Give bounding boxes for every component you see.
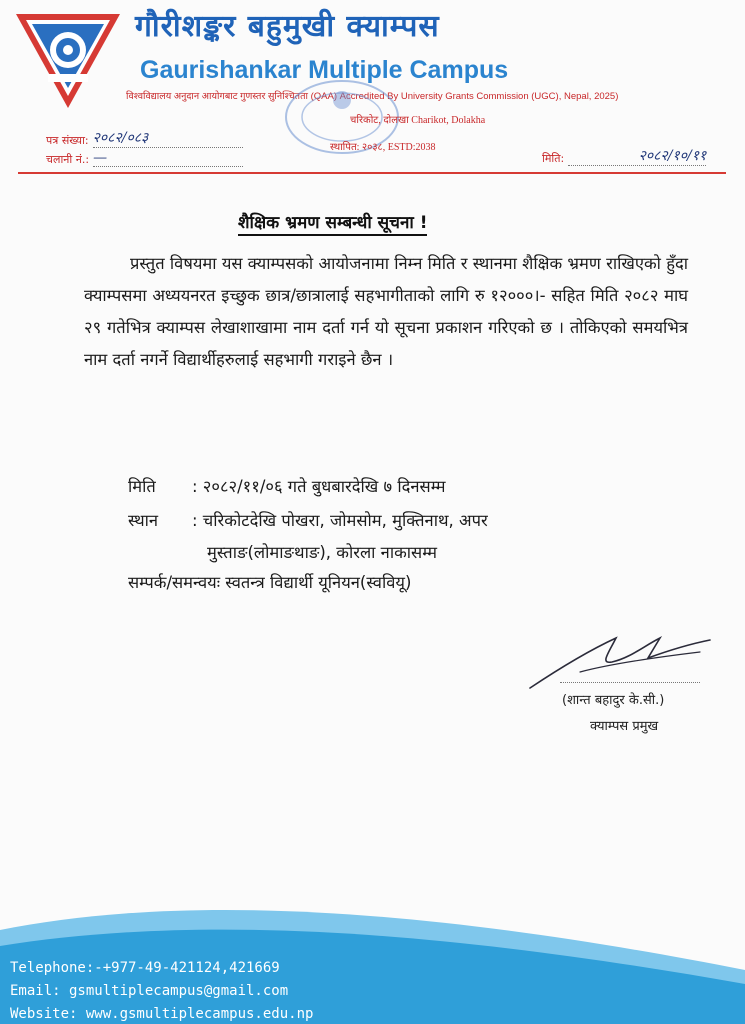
signature-line <box>560 682 700 683</box>
footer-email: Email: gsmultiplecampus@gmail.com <box>10 983 289 999</box>
trip-date <box>128 474 446 497</box>
signatory-name: (शान्त बहादुर के.सी.) <box>562 693 665 708</box>
notice-body <box>84 248 688 376</box>
notice-body-text: प्रस्तुत विषयमा यस क्याम्पसको आयोजनामा निम्न मिति र स्थानमा शैक्षिक भ्रमण राखिएको हुँदा क्याम्पसमा अध्ययनरत इच्छुक छात्र/छात्रालाई सहभागीताको लागि रु १२०००।- सहित मिति २०८२ माघ २९ गतेभित्र क्याम्पस लेखाशाखामा नाम दर्ता गर्न यो सूचना प्रकाशन गरिएको छ । तोकिएको समयभित्र नाम दर्ता नगर्ने विद्यार्थीहरुलाई सहभागी गराइने छैन । <box>84 254 688 369</box>
dispatch-label: चलानी नं.: <box>46 153 90 166</box>
address-english: Charikot, Dolakha <box>411 115 486 126</box>
address-nepali: चरिकोट, दोलखा <box>350 115 409 126</box>
trip-date-label: मिति <box>128 477 156 496</box>
date-row <box>542 146 706 166</box>
trip-date-value: : २०८२/११/०६ गते बुधबारदेखि ७ दिनसम्म <box>192 477 446 496</box>
campus-address <box>350 112 485 126</box>
campus-name-english: Gaurishankar Multiple Campus <box>140 56 509 84</box>
reference-value: २०८२/०८३ <box>93 128 243 148</box>
signature-icon <box>520 628 720 698</box>
trip-place-continued: मुस्ताङ(लोमाङथाङ), कोरला नाकासम्म <box>207 543 438 562</box>
established-year <box>330 139 436 153</box>
reference-number-row <box>46 128 243 148</box>
signatory-title: क्याम्पस प्रमुख <box>590 719 659 734</box>
contact-coordination: सम्पर्क/समन्वयः स्वतन्त्र विद्यार्थी यूनियन(स्ववियू) <box>128 573 412 592</box>
notice-heading: शैक्षिक भ्रमण सम्बन्धी सूचना ! <box>238 210 427 236</box>
dispatch-value: — <box>93 150 243 167</box>
dispatch-number-row <box>46 150 243 167</box>
reference-label: पत्र संख्या: <box>46 134 89 147</box>
campus-name-nepali: गौरीशङ्कर बहुमुखी क्याम्पस <box>135 9 440 44</box>
campus-logo-icon <box>12 8 124 112</box>
accreditation-line: विश्वविद्यालय अनुदान आयोगबाट गुणस्तर सुनिश्चितता (QAA) Accredited By University Grants Commission (UGC), Nepal, 2025) <box>126 91 619 102</box>
estd-nepali: स्थापित: २०३८, <box>330 142 386 153</box>
footer-telephone: Telephone:-+977-49-421124,421669 <box>10 960 280 976</box>
footer-website: Website: www.gsmultiplecampus.edu.np <box>10 1006 314 1022</box>
header-divider <box>18 172 726 174</box>
estd-english: ESTD:2038 <box>387 142 436 153</box>
trip-place-value: : चरिकोटदेखि पोखरा, जोमसोम, मुक्तिनाथ, अपर <box>192 511 488 530</box>
trip-place <box>128 508 488 531</box>
trip-place-label: स्थान <box>128 511 159 530</box>
date-value: २०८२/१०/११ <box>568 146 706 166</box>
date-label: मिति: <box>542 152 565 165</box>
